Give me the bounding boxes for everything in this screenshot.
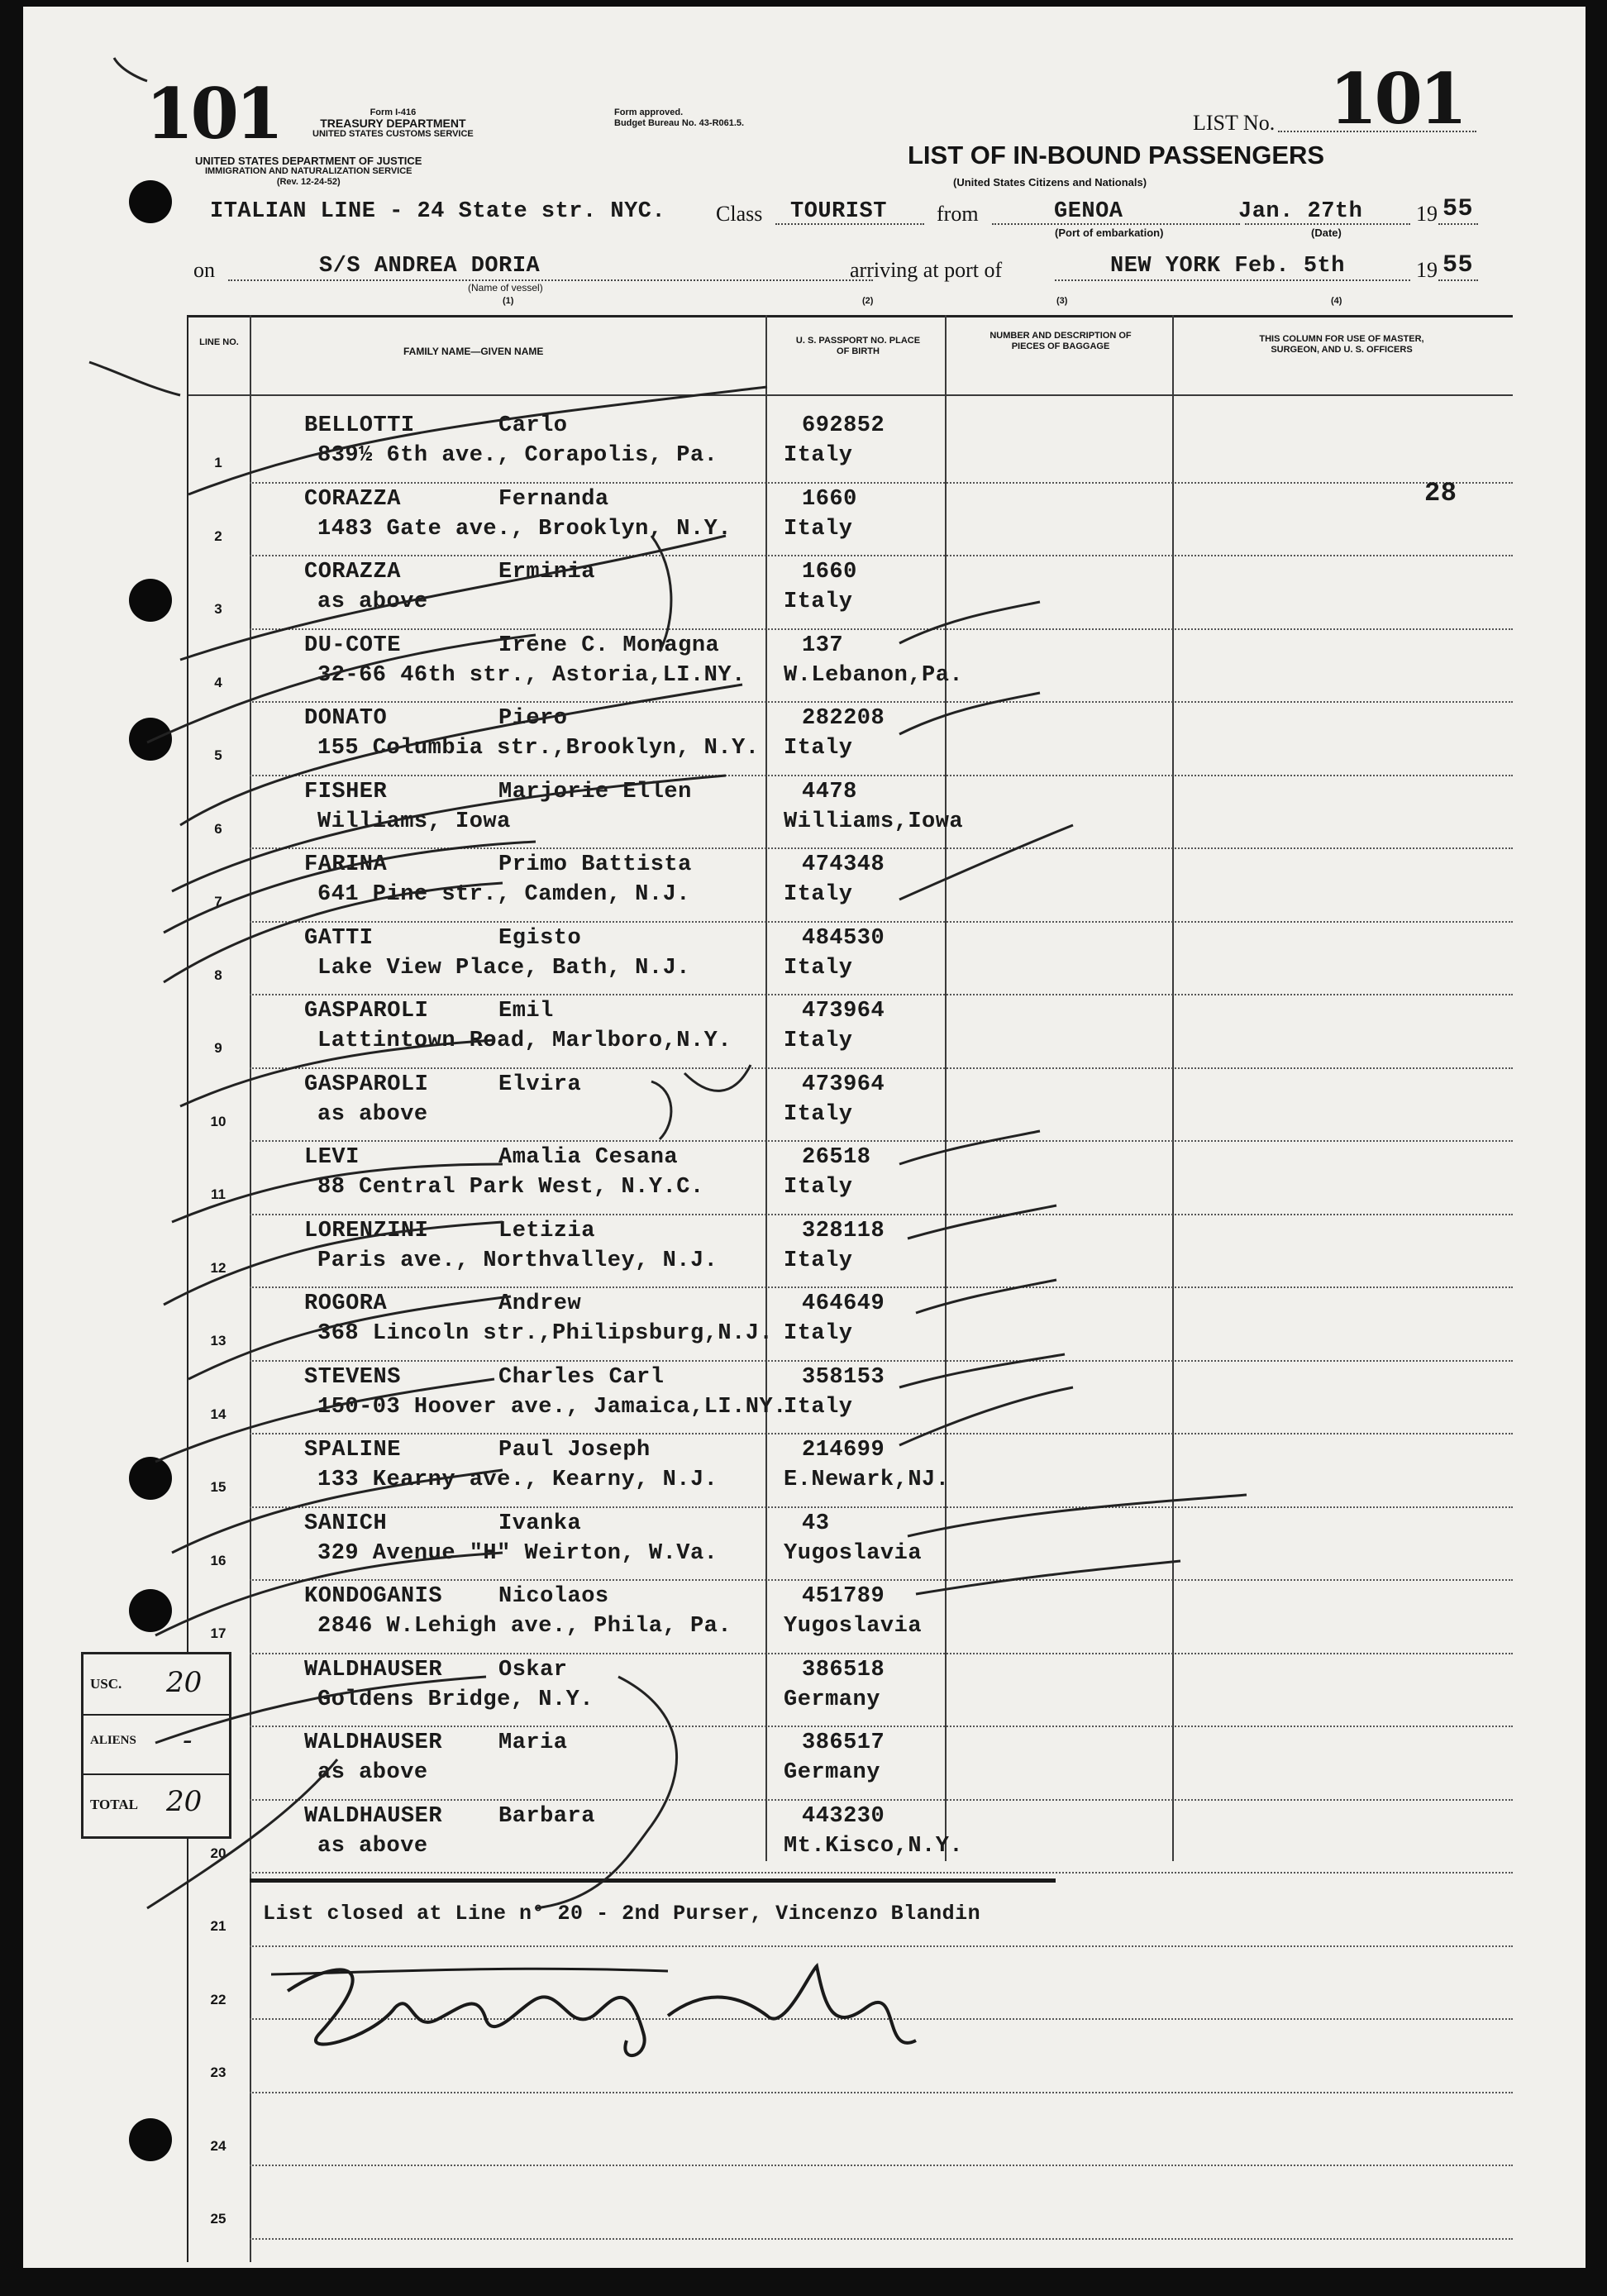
port-embark-caption: (Port of embarkation) bbox=[1055, 227, 1164, 239]
passenger-surname: CORAZZA bbox=[304, 486, 401, 512]
tally-usc-value: 20 bbox=[166, 1666, 203, 1699]
tally-aliens-value: - bbox=[183, 1724, 193, 1757]
passenger-surname: STEVENS bbox=[304, 1364, 401, 1390]
passenger-given-name: Ivanka bbox=[498, 1511, 582, 1536]
place-of-birth: Italy bbox=[784, 1394, 853, 1420]
passenger-address: as above bbox=[317, 1760, 428, 1785]
passenger-surname: DONATO bbox=[304, 706, 388, 731]
line-number: 23 bbox=[210, 2064, 227, 2080]
arriving-label: arriving at port of bbox=[850, 258, 1003, 282]
passenger-address: Lake View Place, Bath, N.J. bbox=[317, 955, 690, 981]
closing-note: List closed at Line n° 20 - 2nd Purser, Vincenzo Blandin bbox=[263, 1902, 981, 1926]
passenger-given-name: Primo Battista bbox=[498, 852, 692, 877]
passenger-given-name: Barbara bbox=[498, 1803, 595, 1829]
passport-number: 282208 bbox=[802, 706, 885, 731]
col-index-3: (3) bbox=[1056, 296, 1068, 306]
year-value: 55 bbox=[1442, 195, 1474, 223]
year-prefix: 19 bbox=[1416, 202, 1438, 226]
passport-number: 214699 bbox=[802, 1438, 885, 1463]
passenger-given-name: Paul Joseph bbox=[498, 1438, 651, 1463]
line-number: 24 bbox=[210, 2137, 227, 2154]
line-number: 5 bbox=[214, 747, 222, 763]
line-number: 4 bbox=[214, 674, 222, 690]
place-of-birth: Italy bbox=[784, 516, 853, 542]
passenger-address: 1483 Gate ave., Brooklyn, N.Y. bbox=[317, 516, 732, 542]
company: ITALIAN LINE - 24 State str. NYC. bbox=[210, 199, 666, 224]
passenger-given-name: Charles Carl bbox=[498, 1364, 665, 1390]
passenger-address: 88 Central Park West, N.Y.C. bbox=[317, 1175, 704, 1200]
place-of-birth: Italy bbox=[784, 1321, 853, 1346]
place-of-birth: Germany bbox=[784, 1687, 880, 1712]
passport-number: 443230 bbox=[802, 1803, 885, 1829]
passenger-given-name: Egisto bbox=[498, 925, 582, 951]
passenger-given-name: Maria bbox=[498, 1730, 568, 1755]
passport-number: 386517 bbox=[802, 1730, 885, 1755]
class-value: TOURIST bbox=[790, 199, 887, 224]
passenger-address: 155 Columbia str.,Brooklyn, N.Y. bbox=[317, 736, 760, 761]
passport-number: 474348 bbox=[802, 852, 885, 877]
col-header-baggage: NUMBER AND DESCRIPTION OF PIECES OF BAGGAGE bbox=[989, 331, 1132, 351]
passenger-given-name: Letizia bbox=[498, 1218, 595, 1243]
passport-number: 137 bbox=[802, 632, 844, 658]
place-of-birth: Italy bbox=[784, 443, 853, 468]
place-of-birth: Mt.Kisco,N.Y. bbox=[784, 1833, 964, 1859]
line-number: 14 bbox=[210, 1406, 227, 1422]
col-header-officers: THIS COLUMN FOR USE OF MASTER, SURGEON, AND U. S. OFFICERS bbox=[1259, 334, 1424, 355]
place-of-birth: E.Newark,NJ. bbox=[784, 1468, 950, 1492]
year2-value: 55 bbox=[1442, 251, 1474, 279]
approval-line: Form approved. bbox=[614, 107, 684, 117]
line-number: 6 bbox=[214, 820, 222, 837]
place-of-birth: Italy bbox=[784, 1175, 853, 1200]
passenger-address: Lattintown Road, Marlboro,N.Y. bbox=[317, 1029, 732, 1053]
place-of-birth: W.Lebanon,Pa. bbox=[784, 662, 964, 688]
tally-total-label: TOTAL bbox=[90, 1797, 138, 1812]
col-index-2: (2) bbox=[862, 296, 874, 306]
passenger-surname: BELLOTTI bbox=[304, 413, 415, 438]
tally-aliens-label: ALIENS bbox=[90, 1734, 136, 1747]
passenger-surname: CORAZZA bbox=[304, 560, 401, 585]
approval-line: Budget Bureau No. 43-R061.5. bbox=[614, 118, 745, 128]
tally-usc-label: USC. bbox=[90, 1676, 122, 1692]
passenger-address: as above bbox=[317, 1101, 428, 1127]
passport-number: 484530 bbox=[802, 925, 885, 951]
line-number: 22 bbox=[210, 1991, 227, 2007]
passenger-address: 329 Avenue "H" Weirton, W.Va. bbox=[317, 1540, 718, 1566]
passenger-given-name: Andrew bbox=[498, 1291, 582, 1316]
line-number: 13 bbox=[210, 1333, 227, 1348]
line-number: 17 bbox=[210, 1625, 227, 1641]
passenger-address: Paris ave., Northvalley, N.J. bbox=[317, 1248, 718, 1273]
passenger-address: Williams, Iowa bbox=[317, 809, 511, 834]
passport-number: 451789 bbox=[802, 1584, 885, 1609]
place-of-birth: Italy bbox=[784, 1248, 853, 1273]
col-index-1: (1) bbox=[503, 296, 514, 306]
passport-number: 4478 bbox=[802, 779, 857, 804]
manifest-sheet bbox=[23, 7, 1586, 2268]
list-no-label: LIST No. bbox=[1193, 111, 1276, 135]
passport-number: 386518 bbox=[802, 1657, 885, 1683]
passenger-given-name: Oskar bbox=[498, 1657, 568, 1683]
agency-line: (Rev. 12-24-52) bbox=[276, 177, 341, 187]
vessel-name: S/S ANDREA DORIA bbox=[319, 254, 541, 279]
agency-line: UNITED STATES DEPARTMENT OF JUSTICE bbox=[195, 155, 422, 167]
passenger-surname: WALDHAUSER bbox=[304, 1803, 443, 1829]
passenger-surname: ROGORA bbox=[304, 1291, 388, 1316]
place-of-birth: Germany bbox=[784, 1760, 880, 1785]
passport-number: 1660 bbox=[802, 560, 857, 585]
page-subtitle: (United States Citizens and Nationals) bbox=[953, 176, 1147, 189]
passenger-given-name: Marjorie Ellen bbox=[498, 779, 692, 804]
passenger-given-name: Elvira bbox=[498, 1072, 582, 1097]
page-title: LIST OF IN-BOUND PASSENGERS bbox=[908, 141, 1325, 169]
form-line: Form I-416 bbox=[370, 107, 417, 117]
passport-number: 1660 bbox=[802, 486, 857, 512]
tick-marks bbox=[23, 7, 1586, 2268]
passport-number: 328118 bbox=[802, 1218, 885, 1243]
passenger-address: 839½ 6th ave., Corapolis, Pa. bbox=[317, 443, 718, 468]
passport-number: 473964 bbox=[802, 999, 885, 1024]
line-number: 20 bbox=[210, 1845, 227, 1861]
line-number: 12 bbox=[210, 1259, 227, 1276]
stamp-left: 101 bbox=[145, 73, 281, 155]
passenger-given-name: Carlo bbox=[498, 413, 568, 438]
place-of-birth: Italy bbox=[784, 590, 853, 614]
passenger-given-name: Erminia bbox=[498, 560, 595, 585]
line-number: 7 bbox=[214, 894, 222, 909]
passenger-given-name: Amalia Cesana bbox=[498, 1145, 679, 1170]
passenger-surname: FISHER bbox=[304, 779, 388, 804]
passenger-address: 133 Kearny ave., Kearny, N.J. bbox=[317, 1468, 718, 1492]
passenger-address: 32-66 46th str., Astoria,LI.NY. bbox=[317, 662, 746, 688]
line-number: 1 bbox=[214, 455, 222, 470]
tally-total-value: 20 bbox=[166, 1785, 203, 1818]
passport-number: 26518 bbox=[802, 1145, 871, 1170]
passenger-surname: LEVI bbox=[304, 1145, 360, 1170]
from-label: from bbox=[937, 202, 979, 226]
passenger-address: 368 Lincoln str.,Philipsburg,N.J. bbox=[317, 1321, 774, 1346]
col-header-name: FAMILY NAME—GIVEN NAME bbox=[403, 346, 544, 357]
passenger-address: 150-03 Hoover ave., Jamaica,LI.NY. bbox=[317, 1394, 787, 1420]
passenger-given-name: Piero bbox=[498, 706, 568, 731]
passenger-surname: DU-COTE bbox=[304, 632, 401, 658]
passport-number: 473964 bbox=[802, 1072, 885, 1097]
place-of-birth: Italy bbox=[784, 736, 853, 761]
form-line: TREASURY DEPARTMENT bbox=[320, 117, 466, 130]
place-of-birth: Italy bbox=[784, 955, 853, 981]
passenger-surname: GASPAROLI bbox=[304, 999, 429, 1024]
line-number: 9 bbox=[214, 1040, 222, 1056]
passport-number: 692852 bbox=[802, 413, 885, 438]
passenger-given-name: Nicolaos bbox=[498, 1584, 609, 1609]
passenger-surname: SPALINE bbox=[304, 1438, 401, 1463]
class-label: Class bbox=[716, 202, 763, 226]
place-of-birth: Italy bbox=[784, 1101, 853, 1127]
place-of-birth: Williams,Iowa bbox=[784, 809, 964, 834]
line-number: 25 bbox=[210, 2211, 227, 2227]
place-of-birth: Yugoslavia bbox=[784, 1540, 923, 1566]
line-number: 15 bbox=[210, 1479, 227, 1495]
place-of-birth: Italy bbox=[784, 1029, 853, 1053]
line-number: 8 bbox=[214, 967, 222, 983]
col-header-line: LINE NO. bbox=[199, 337, 239, 347]
passenger-surname: GATTI bbox=[304, 925, 374, 951]
line-number: 10 bbox=[210, 1113, 227, 1129]
passport-number: 464649 bbox=[802, 1291, 885, 1316]
departure-date: Jan. 27th bbox=[1238, 199, 1363, 224]
passenger-address: as above bbox=[317, 590, 428, 614]
passport-number: 43 bbox=[802, 1511, 830, 1536]
line-number: 3 bbox=[214, 601, 222, 617]
vessel-caption: (Name of vessel) bbox=[468, 282, 543, 294]
form-line: UNITED STATES CUSTOMS SERVICE bbox=[312, 129, 474, 139]
passenger-address: Goldens Bridge, N.Y. bbox=[317, 1687, 594, 1712]
passenger-surname: SANICH bbox=[304, 1511, 388, 1536]
stamp-right: 101 bbox=[1329, 58, 1465, 140]
passenger-address: as above bbox=[317, 1833, 428, 1859]
passenger-given-name: Fernanda bbox=[498, 486, 609, 512]
from-value: GENOA bbox=[1054, 199, 1123, 224]
on-label: on bbox=[193, 258, 215, 282]
arrival-port: NEW YORK Feb. 5th bbox=[1110, 254, 1345, 279]
place-of-birth: Yugoslavia bbox=[784, 1614, 923, 1639]
place-of-birth: Italy bbox=[784, 882, 853, 907]
agency-line: IMMIGRATION AND NATURALIZATION SERVICE bbox=[204, 166, 412, 176]
passenger-given-name: Irene C. Monagna bbox=[498, 632, 720, 658]
passenger-given-name: Emil bbox=[498, 999, 554, 1024]
passenger-surname: GASPAROLI bbox=[304, 1072, 429, 1097]
passenger-surname: WALDHAUSER bbox=[304, 1730, 443, 1755]
officer-note: 28 bbox=[1424, 478, 1457, 508]
passport-number: 358153 bbox=[802, 1364, 885, 1390]
line-number: 21 bbox=[210, 1918, 227, 1934]
col-index-4: (4) bbox=[1331, 296, 1342, 306]
line-number: 16 bbox=[210, 1552, 227, 1568]
date-caption: (Date) bbox=[1311, 227, 1342, 239]
passenger-address: 2846 W.Lehigh ave., Phila, Pa. bbox=[317, 1614, 732, 1639]
passenger-surname: KONDOGANIS bbox=[304, 1584, 443, 1609]
passenger-surname: WALDHAUSER bbox=[304, 1657, 443, 1683]
passenger-surname: FARINA bbox=[304, 852, 388, 877]
line-number: 11 bbox=[211, 1186, 226, 1202]
col-header-passport: U. S. PASSPORT NO. PLACE OF BIRTH bbox=[795, 336, 921, 356]
year2-prefix: 19 bbox=[1416, 258, 1438, 282]
passenger-surname: LORENZINI bbox=[304, 1218, 429, 1243]
passenger-address: 641 Pine str., Camden, N.J. bbox=[317, 882, 690, 907]
line-number: 2 bbox=[214, 527, 222, 544]
